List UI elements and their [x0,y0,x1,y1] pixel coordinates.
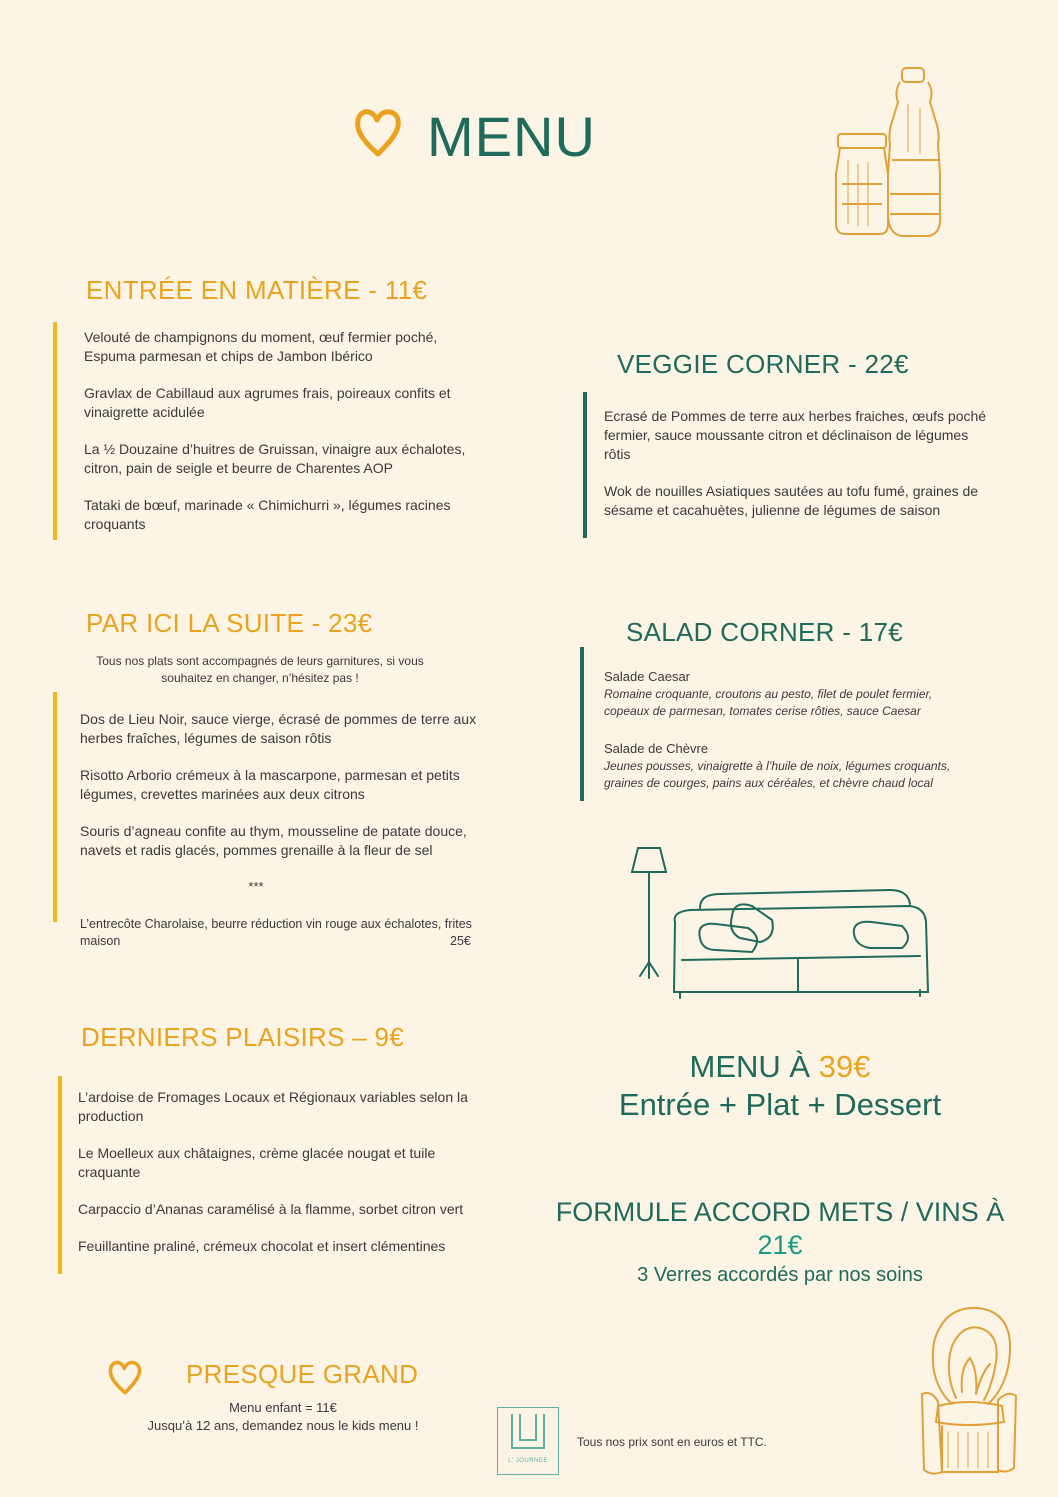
veggie-heading: VEGGIE CORNER - 22€ [617,349,909,379]
accord-formula-label: FORMULE ACCORD METS / VINS À [555,1197,1005,1227]
salad-heading: SALAD CORNER - 17€ [626,617,904,647]
suite-note: Tous nos plats sont accompagnés de leurs garnitures, si vous souhaitez en changer, n’hésitez pas ! [96,654,424,685]
armchair-illustration [918,1302,1018,1482]
salad-item-1-desc: Romaine croquante, croutons au pesto, filet de poulet fermier, copeaux de parmesan, tomates cerise rôties, sauce Caesar [604,687,933,718]
kids-line1: Menu enfant = 11€ [229,1400,337,1415]
dessert-item-3: Carpaccio d’Ananas caramélisé à la flamme, sorbet citron vert [78,1201,464,1217]
veggie-bar [583,392,587,538]
menu-formula-price: 39€ [818,1049,871,1084]
salad-item-2-desc: Jeunes pousses, vinaigrette à l’huile de noix, légumes croquants, graines de courges, pains aux céréales, et chèvre chaud local [604,759,951,790]
dessert-item-4: Feuillantine praliné, crémeux chocolat et insert clémentines [78,1238,446,1254]
entree-list [84,328,524,534]
suite-special-line1: L’entrecôte Charolaise, beurre réduction vin rouge aux échalotes, frites [80,917,472,931]
kids-line2: Jusqu’à 12 ans, demandez nous le kids menu ! [147,1418,419,1433]
menu-formula-label: MENU À [689,1049,819,1084]
suite-item-3: Souris d’agneau confite au thym, mousseline de patate douce, navets et radis glacés, pommes grenaille à la fleur de sel [80,823,467,858]
desserts-bar [58,1076,62,1274]
entree-item-4: Tataki de bœuf, marinade « Chimichurri », légumes racines croquants [84,497,451,532]
dessert-item-1: L’ardoise de Fromages Locaux et Régionaux variables selon la production [78,1089,468,1124]
salad-bar [580,647,584,801]
taxes-note: Tous nos prix sont en euros et TTC. [577,1435,767,1449]
entree-item-3: La ½ Douzaine d’huitres de Gruissan, vinaigre aux échalotes, citron, pain de seigle et beurre de Charentes AOP [84,441,466,476]
menu-formula-detail: Entrée + Plat + Dessert [618,1087,942,1122]
desserts-list [78,1088,518,1256]
entree-item-2: Gravlax de Cabillaud aux agrumes frais, poireaux confits et vinaigrette acidulée [84,385,451,420]
heart-icon [352,104,404,160]
accord-formula-price: 21€ [757,1230,803,1260]
entree-item-1: Velouté de champignons du moment, œuf fermier poché, Espuma parmesan et chips de Jambon Ibérico [84,329,438,364]
suite-item-2: Risotto Arborio crémeux à la mascarpone, parmesan et petits légumes, crevettes marinées aux deux citrons [80,767,460,802]
veggie-item-1: Ecrasé de Pommes de terre aux herbes fraiches, œufs poché fermier, sauce moussante citron et déclinaison de légumes rôtis [604,408,987,462]
entree-bar [53,322,57,540]
menu-formula-title [560,1048,1000,1086]
salad-item-1-name: Salade Caesar [604,669,690,684]
menu-formula [560,1048,1000,1124]
page-title: MENU [427,105,596,168]
kids-heading: PRESQUE GRAND [186,1359,419,1389]
desserts-heading: DERNIERS PLAISIRS – 9€ [81,1022,405,1052]
dessert-item-2: Le Moelleux aux châtaignes, crème glacée nougat et tuile craquante [78,1145,436,1180]
salt-pepper-illustration [828,64,948,244]
sofa-lamp-illustration [620,842,940,1002]
veggie-list [604,407,1024,520]
suite-special-price: 25€ [450,934,471,948]
accord-formula [520,1195,1040,1289]
suite-separator: *** [248,879,264,894]
suite-heading: PAR ICI LA SUITE - 23€ [86,608,373,638]
suite-item-1: Dos de Lieu Noir, sauce vierge, écrasé de pommes de terre aux herbes fraîches, légumes de saison rôtis [80,711,477,746]
salad-list [604,668,1034,792]
heart-icon [106,1357,144,1397]
restaurant-logo [497,1407,559,1475]
salad-item-2-name: Salade de Chèvre [604,741,709,756]
suite-list [80,710,520,860]
veggie-item-2: Wok de nouilles Asiatiques sautées au tofu fumé, graines de sésame et cacahuètes, julienne de légumes de saison [604,483,979,518]
logo-text: L' JOURNEE [508,1458,548,1464]
accord-formula-detail: 3 Verres accordés par nos soins [637,1264,923,1286]
suite-bar [53,692,57,922]
entree-heading: ENTRÉE EN MATIÈRE - 11€ [86,275,428,305]
suite-special-line2: maison [80,934,121,948]
